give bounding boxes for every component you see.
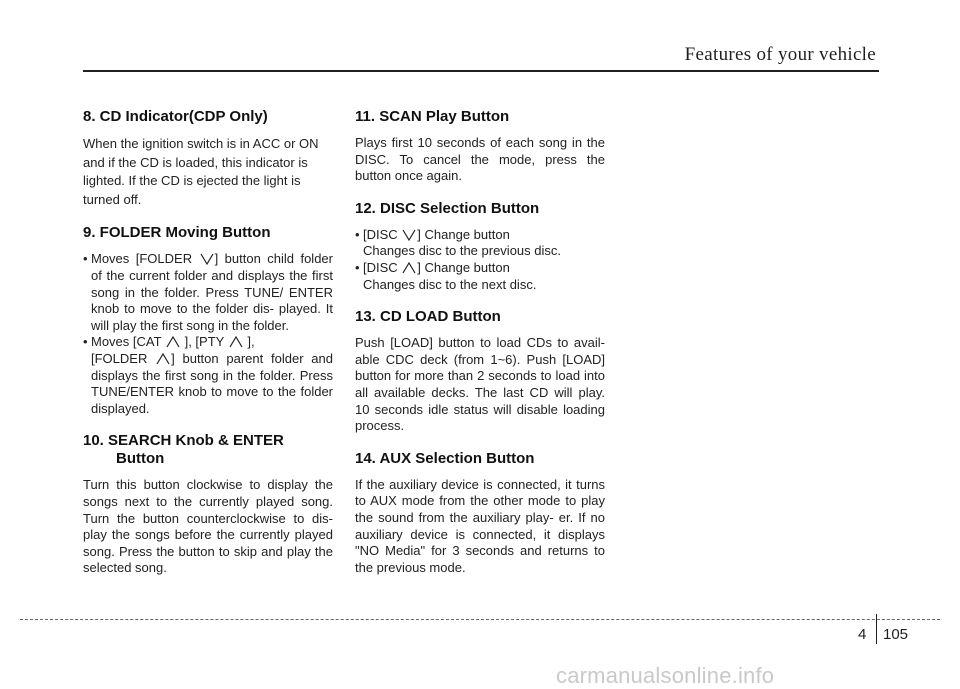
bullet-2-pre: Moves [CAT (91, 334, 162, 350)
section-8 (83, 108, 333, 209)
bullet-2-l2-post: ] button parent folder and displays the first song in the folder. Press TUNE/ENTER knob to move to the folder displayed. (91, 350, 333, 416)
header-rule (83, 70, 879, 72)
chevron-up-icon (402, 262, 416, 274)
chevron-down-icon (402, 229, 416, 241)
watermark: carmanualsonline.info (556, 663, 775, 688)
chevron-up-icon (166, 336, 180, 348)
footer-rule (20, 619, 940, 620)
chevron-up-icon (229, 336, 243, 348)
bullet-1-post: ] button child folder of the current folder and displays the first song in the folder. Press TUNE/ ENTER knob to move to the folder dis- played. It will play the first song in the folder. (91, 251, 333, 333)
section-11 (355, 108, 605, 185)
chevron-up-icon (156, 353, 170, 365)
section-13-body: Push [LOAD] button to load CDs to avail- able CDC deck (from 1~6). Push [LOAD] button for more than 2 seconds to load into all available decks. The last CD will play. 10 seconds idle status will disable loading process. (355, 335, 605, 434)
section-9 (83, 224, 333, 417)
section-12-bullet-2: • [DISC ] Change button (355, 259, 510, 275)
disc-bullet-1-post: ] Change button (417, 226, 510, 242)
bullet-2-mid1: ], [PTY (184, 334, 225, 350)
disc-bullet-2-desc: Changes disc to the next disc. (363, 276, 537, 292)
left-column (83, 108, 333, 592)
section-11-body: Plays first 10 seconds of each song in the DISC. To cancel the mode, press the button once again. (355, 135, 605, 184)
chevron-down-icon (200, 253, 214, 265)
section-8-body: When the ignition switch is in ACC or ON and if the CD is loaded, this indicator is lighted. If the CD is ejected the light is turned off. (83, 136, 319, 207)
section-9-bullet-2: • Moves [CAT ], [PTY ], (83, 334, 255, 350)
section-13-title: 13. CD LOAD Button (355, 308, 501, 326)
page-number: 105 (883, 626, 909, 643)
section-12 (355, 200, 605, 293)
section-11-title: 11. SCAN Play Button (355, 108, 510, 125)
bullet-2-mid2: ], (247, 334, 255, 350)
section-9-bullet-1: • Moves [FOLDER ] button child folder of the current folder and displays the first song in the folder. Press TUNE/ ENTER knob to move to the folder dis- played. It will play the first song in the folder. (83, 251, 333, 333)
disc-bullet-1-desc: Changes disc to the previous disc. (363, 243, 561, 259)
section-12-bullet-1: • [DISC ] Change button (355, 226, 510, 242)
section-13 (355, 308, 605, 435)
section-14-title: 14. AUX Selection Button (355, 449, 535, 467)
section-14-body: If the auxiliary device is connected, it turns to AUX mode from the other mode to play the sound from the auxiliary play- er. If no auxiliary device is connected, it displays "NO Media" for 3 seconds and returns to the previous mode. (355, 476, 605, 575)
right-column (355, 108, 605, 591)
section-10-title: 10. SEARCH Knob & ENTER Button (83, 432, 284, 468)
section-10 (83, 432, 333, 577)
section-14 (355, 450, 605, 577)
section-9-title: 9. FOLDER Moving Button (83, 224, 271, 242)
footer-divider (876, 614, 877, 644)
header-title: Features of your vehicle (684, 44, 876, 65)
section-9-bullet-2-cont (83, 351, 333, 417)
disc-bullet-2-post: ] Change button (417, 259, 510, 275)
section-12-title: 12. DISC Selection Button (355, 199, 540, 217)
bullet-2-l2-pre: [FOLDER (91, 350, 148, 366)
disc-bullet-2-pre: [DISC (363, 259, 398, 275)
disc-bullet-1-pre: [DISC (363, 226, 398, 242)
chapter-number: 4 (858, 626, 867, 643)
section-10-body: Turn this button clockwise to display the songs next to the currently played song. Turn the button counterclockwise to dis- play the songs before the currently played song. Press the button to skip and play the selected song. (83, 477, 333, 576)
section-8-title: 8. CD Indicator(CDP Only) (83, 108, 268, 125)
bullet-1-pre: Moves [FOLDER (91, 251, 193, 267)
